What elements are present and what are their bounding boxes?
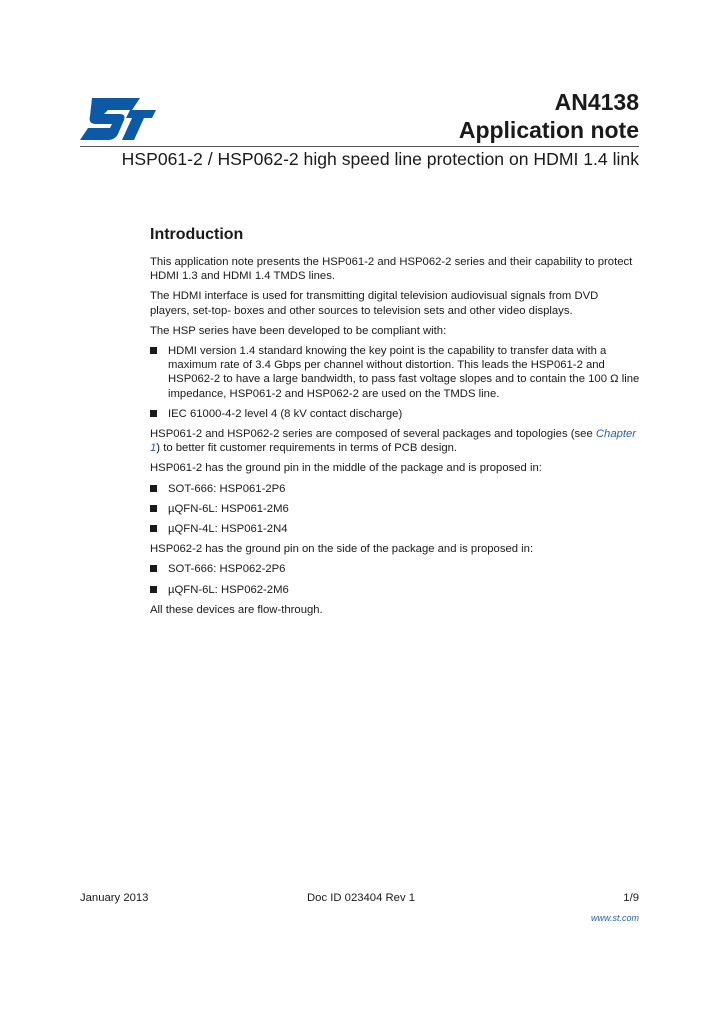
bullet-square-icon: [150, 525, 157, 532]
list-item: [150, 522, 640, 536]
paragraph: [150, 427, 640, 455]
chapter-1-link[interactable]: Chapter 1: [150, 428, 637, 455]
list-item-text: µQFN-6L: HSP061-2M6: [168, 502, 289, 515]
list-item: [150, 562, 640, 576]
bullet-square-icon: [150, 505, 157, 512]
footer-website-link[interactable]: www.st.com: [590, 913, 639, 923]
bullet-square-icon: [150, 347, 157, 354]
doc-type: Application note: [458, 117, 639, 143]
doc-number: AN4138: [554, 89, 639, 115]
paragraph-text: ) to better fit customer requirements in terms of PCB design.: [156, 442, 458, 455]
paragraph: The HSP series have been developed to be compliant with:: [150, 324, 447, 337]
introduction-section: [150, 226, 640, 623]
list-item-text: SOT-666: HSP062-2P6: [168, 563, 286, 576]
list-item: [150, 482, 640, 496]
list-item-text: µQFN-4L: HSP061-2N4: [168, 523, 288, 536]
bullet-square-icon: [150, 565, 157, 572]
list-item: [150, 502, 640, 516]
footer-doc-id: Doc ID 023404 Rev 1: [307, 892, 416, 904]
st-logo-t-shape: [122, 110, 156, 140]
list-item-text: HDMI version 1.4 standard knowing the key point is the capability to transfer data with a maximum rate of 3.4 Gbps per channel without distortion. This leads the HSP061-2 and HSP062-2 to have a large bandwidth, to pass fast voltage slopes and to contain the 100 Ω line impedance, HSP061-2 and HSP062-2 are used on the TMDS line.: [168, 345, 640, 400]
list-item-text: IEC 61000-4-2 level 4 (8 kV contact discharge): [168, 407, 403, 420]
footer-page-number: 1/9: [623, 892, 639, 904]
header-rule: [80, 146, 639, 147]
list-item: [150, 583, 640, 597]
paragraph: HSP061-2 has the ground pin in the middle of the package and is proposed in:: [150, 462, 542, 475]
footer-date: January 2013: [80, 892, 149, 904]
bullet-square-icon: [150, 410, 157, 417]
list-item: [150, 344, 640, 401]
list-item-text: SOT-666: HSP061-2P6: [168, 482, 286, 495]
list-item: [150, 407, 640, 421]
bullet-square-icon: [150, 586, 157, 593]
hsp062-package-list: [150, 562, 640, 596]
paragraph: HSP062-2 has the ground pin on the side of the package and is proposed in:: [150, 543, 534, 556]
compliance-list: [150, 344, 640, 421]
doc-title: HSP061-2 / HSP062-2 high speed line protection on HDMI 1.4 link: [121, 149, 639, 169]
paragraph-text: HSP061-2 and HSP062-2 series are composed of several packages and topologies (see: [150, 428, 596, 441]
paragraph: This application note presents the HSP061-2 and HSP062-2 series and their capability to protect HDMI 1.3 and HDMI 1.4 TMDS lines.: [150, 256, 633, 283]
paragraph: The HDMI interface is used for transmitting digital television audiovisual signals from DVD players, set-top- boxes and other sources to television sets and other video displays.: [150, 290, 599, 317]
hsp061-package-list: [150, 482, 640, 537]
section-heading: Introduction: [150, 226, 244, 243]
bullet-square-icon: [150, 485, 157, 492]
list-item-text: µQFN-6L: HSP062-2M6: [168, 583, 289, 596]
paragraph: All these devices are flow-through.: [150, 603, 323, 616]
st-logo: [80, 96, 156, 142]
